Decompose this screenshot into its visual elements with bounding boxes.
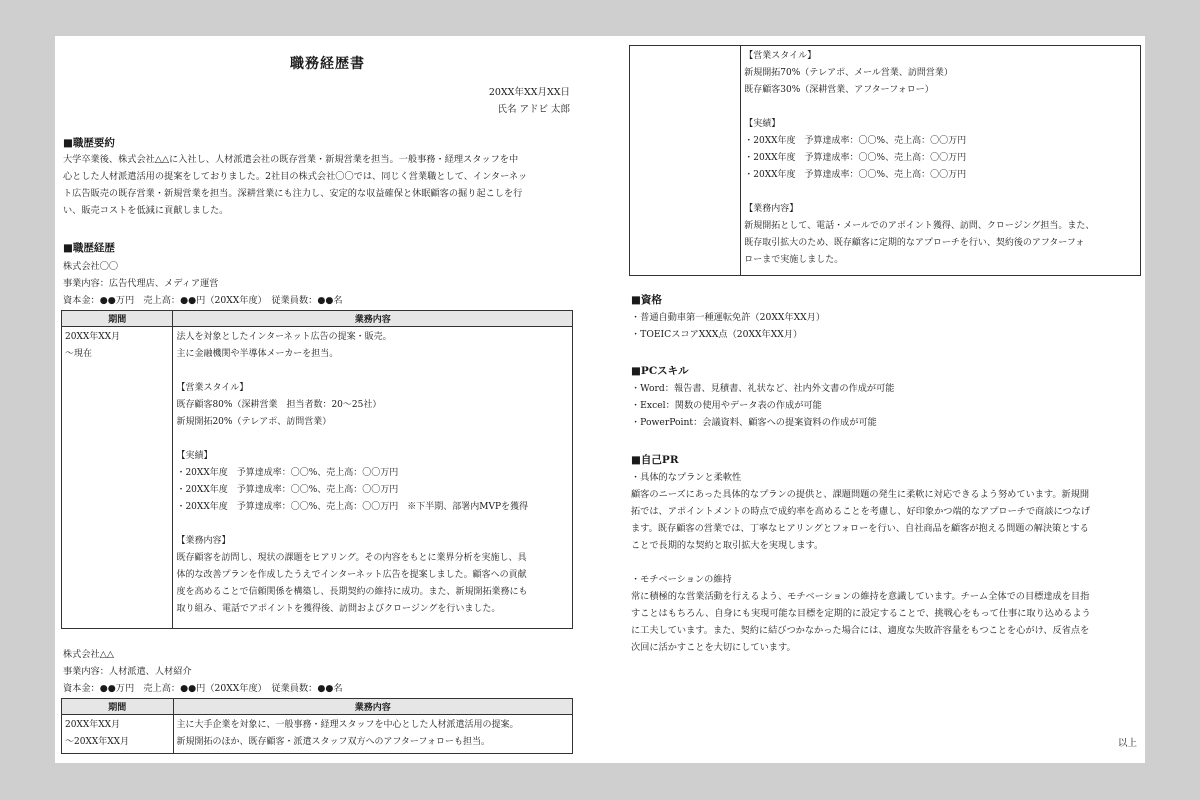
self-pr-title: ・具体的なプランと柔軟性 <box>631 472 742 483</box>
document-title: 職務経歴書 <box>290 56 365 72</box>
pc-skill-item: ・PowerPoint：会議資料、顧客への提案資料の作成が可能 <box>631 417 877 428</box>
self-pr-section-2 <box>631 571 1141 656</box>
content-line: 度を高めることで信頼関係を構築し、長期契約の維持に成功。また、新規開拓業務にも <box>176 587 528 597</box>
qualifications-heading: ■資格 <box>631 294 662 306</box>
summary-heading: ■職歴要約 <box>63 137 115 149</box>
summary-line: 大学卒業後、株式会社△△に入社し、人材派遣会社の既存営業・新規営業を担当。一般事務・経理スタッフを中 <box>63 154 519 165</box>
content-line: ・20XX年度 予算達成率：〇〇%、売上高：〇〇万円 ※下半期、部署内MVPを獲得 <box>176 502 529 512</box>
self-pr-line: ます。既存顧客の営業では、丁寧なヒアリングとフォローを行い、自社商品を顧客が抱える問題の解決策とする <box>631 523 1089 534</box>
content-line: 新規開拓20%（テレアポ、訪問営業） <box>176 417 332 427</box>
document-sheet <box>55 36 1145 763</box>
content-line: 法人を対象としたインターネット広告の提案・販売。 <box>176 332 392 342</box>
company-2-table <box>61 698 573 754</box>
history-heading: ■職歴経歴 <box>63 242 115 254</box>
summary-line: 心とした人材派遣活用の提案をしておりました。2社目の株式会社〇〇では、同じく営業職として、インターネッ <box>63 171 528 182</box>
period-line: 20XX年XX月 <box>65 332 121 342</box>
content-line: 【営業スタイル】 <box>744 51 817 61</box>
content-line: 既存顧客80%（深耕営業 担当者数：20～25社） <box>176 400 382 410</box>
company-1-content <box>173 327 573 629</box>
self-pr-line: ことで長期的な契約と取引拡大を実現します。 <box>631 540 824 551</box>
qualification-item: ・普通自動車第一種運転免許（20XX年XX月） <box>631 312 826 323</box>
company-2-table-continued <box>629 45 1141 276</box>
pc-skill-item: ・Excel：関数の使用やデータ表の作成が可能 <box>631 400 822 411</box>
left-page <box>55 36 600 763</box>
content-line: 主に大手企業を対象に、一般事務・経理スタッフを中心とした人材派遣活用の提案。 <box>176 720 519 730</box>
company-2-content <box>173 715 572 754</box>
period-line: ～現在 <box>65 349 93 359</box>
content-line: 新規開拓70%（テレアポ、メール営業、訪問営業） <box>744 68 953 78</box>
self-pr-line: 次回に活かすことを大切にしています。 <box>631 642 796 653</box>
company-1-period <box>62 327 173 629</box>
end-mark: 以上 <box>1117 738 1137 749</box>
company-2-name: 株式会社△△ <box>63 649 114 660</box>
period-header: 期間 <box>62 311 173 327</box>
content-line: 主に金融機関や半導体メーカーを担当。 <box>176 349 339 359</box>
self-pr-line: 拓では、アポイントメントの時点で成約率を高めることを考慮し、好印象かつ端的なアプローチで商談につなげ <box>631 506 1091 517</box>
company-1-table <box>61 310 573 629</box>
company-2-content-continued <box>741 46 1141 276</box>
content-line: ・20XX年度 予算達成率：〇〇%、売上高：〇〇万円 <box>176 468 399 478</box>
content-line: 既存取引拡大のため、既存顧客に定期的なアプローチを行い、契約後のアフターフォ <box>744 238 1085 248</box>
self-pr-title: ・モチベーションの維持 <box>631 574 732 585</box>
content-line: ローまで実施しました。 <box>744 255 844 265</box>
period-header: 期間 <box>62 699 174 715</box>
author-name: 氏名 アドビ 太郎 <box>497 104 570 115</box>
company-2-business: 事業内容：人材派遣、人材紹介 <box>63 666 192 677</box>
content-header: 業務内容 <box>173 311 573 327</box>
company-2-capital: 資本金：●●万円 売上高：●●円（20XX年度） 従業員数：●●名 <box>63 683 343 694</box>
content-line: ・20XX年度 予算達成率：〇〇%、売上高：〇〇万円 <box>176 485 399 495</box>
content-line: ・20XX年度 予算達成率：〇〇%、売上高：〇〇万円 <box>744 153 967 163</box>
self-pr-line: すことはもちろん、自身にも実現可能な目標を定期的に設定することで、挑戦心をもって仕事に取り込めるよう <box>631 608 1091 619</box>
company-1-capital: 資本金：●●万円 売上高：●●円（20XX年度） 従業員数：●●名 <box>63 295 343 306</box>
content-line: 【営業スタイル】 <box>176 383 249 393</box>
content-line: 【実績】 <box>176 451 213 461</box>
right-page <box>600 36 1145 763</box>
self-pr-section-1 <box>631 469 1141 554</box>
continued-period-cell <box>630 46 741 276</box>
period-line: 20XX年XX月 <box>65 720 121 730</box>
summary-paragraph <box>63 151 593 219</box>
content-line: ・20XX年度 予算達成率：〇〇%、売上高：〇〇万円 <box>744 136 967 146</box>
company-1-business: 事業内容：広告代理店、メディア運営 <box>63 278 219 289</box>
content-line: 既存顧客30%（深耕営業、アフターフォロー） <box>744 85 934 95</box>
self-pr-heading: ■自己PR <box>631 454 679 466</box>
pc-skills-heading: ■PCスキル <box>631 365 689 377</box>
content-line: 【業務内容】 <box>176 536 231 546</box>
document-date: 20XX年XX月XX日 <box>488 87 570 98</box>
summary-line: い、販売コストを低減に貢献しました。 <box>63 205 229 216</box>
summary-line: ト広告販売の既存営業・新規営業を担当。深耕営業にも注力し、安定的な収益確保と休眠顧客の掘り起こしを行 <box>63 188 523 199</box>
content-line: 【実績】 <box>744 119 781 129</box>
content-line: 【業務内容】 <box>744 204 799 214</box>
self-pr-line: 顧客のニーズにあった具体的なプランの提供と、課題問題の発生に柔軟に対応できるよう努めています。新規開 <box>631 489 1090 500</box>
content-line: 既存顧客を訪問し、現状の課題をヒアリング。その内容をもとに業界分析を実施し、具 <box>176 553 527 563</box>
self-pr-line: 常に積極的な営業活動を行えるよう、モチベーションの維持を意識しています。チーム全体での目標達成を目指 <box>631 591 1090 602</box>
qualification-item: ・TOEICスコアXXX点（20XX年XX月） <box>631 329 803 340</box>
pc-skill-item: ・Word：報告書、見積書、礼状など、社内外文書の作成が可能 <box>631 383 895 394</box>
content-line: ・20XX年度 予算達成率：〇〇%、売上高：〇〇万円 <box>744 170 967 180</box>
content-line: 取り組み、電話でアポイントを獲得後、訪問およびクロージングを行いました。 <box>176 604 501 614</box>
content-header: 業務内容 <box>173 699 572 715</box>
company-1-name: 株式会社〇〇 <box>63 261 119 272</box>
self-pr-line: に工夫しています。また、契約に結びつかなかった場合には、適度な失敗許容量をもつことを心がけ、反省点を <box>631 625 1090 636</box>
content-line: 体的な改善プランを作成したうえでインターネット広告を提案しました。顧客への貢献 <box>176 570 527 580</box>
company-2-period <box>62 715 174 754</box>
period-line: ～20XX年XX月 <box>65 737 130 747</box>
content-line: 新規開拓のほか、既存顧客・派遣スタッフ双方へのアフターフォローも担当。 <box>176 737 491 747</box>
content-line: 新規開拓として、電話・メールでのアポイント獲得、訪問、クロージング担当。また、 <box>744 221 1095 231</box>
